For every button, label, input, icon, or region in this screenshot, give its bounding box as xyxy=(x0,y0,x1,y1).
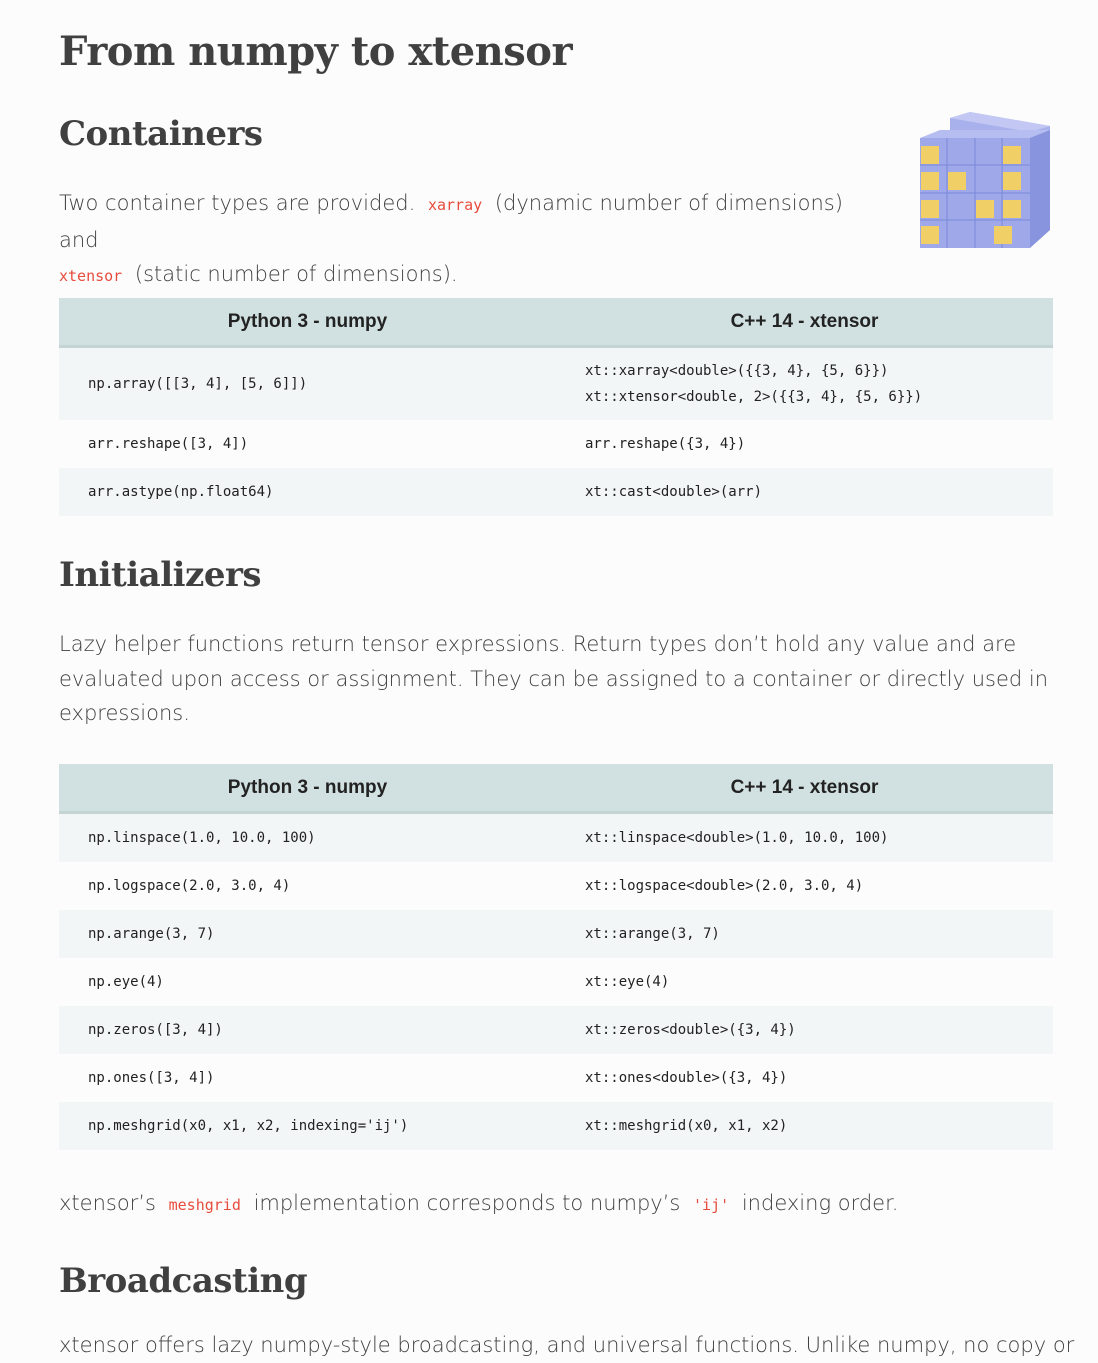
initializers-paragraph xyxy=(59,627,1053,731)
table-header-python: Python 3 - numpy xyxy=(59,298,556,347)
intro-text: (static number of dimensions). xyxy=(134,262,458,286)
xtensor-code: arr.reshape({3, 4}) xyxy=(556,420,1053,468)
paragraph-line: Lazy helper functions return tensor expressions. Return types don’t hold any value and are xyxy=(59,632,1017,656)
note-text: xtensor’s xyxy=(59,1191,156,1215)
xtensor-code: xt::xarray<double>({{3, 4}, {5, 6}}) xyxy=(585,363,889,379)
xarray-code: xarray xyxy=(427,196,483,214)
containers-intro xyxy=(59,186,879,294)
ij-code: 'ij' xyxy=(693,1196,730,1214)
numpy-code: np.zeros([3, 4]) xyxy=(59,1006,556,1054)
xtensor-code-cell xyxy=(556,347,1053,421)
table-row xyxy=(59,1006,1053,1054)
initializers-heading: Initializers xyxy=(59,555,262,595)
numpy-code: np.arange(3, 7) xyxy=(59,910,556,958)
numpy-code: np.eye(4) xyxy=(59,958,556,1006)
containers-table xyxy=(59,298,1053,516)
numpy-code: np.linspace(1.0, 10.0, 100) xyxy=(59,813,556,863)
table-row xyxy=(59,468,1053,516)
xtensor-code: xt::linspace<double>(1.0, 10.0, 100) xyxy=(556,813,1053,863)
containers-heading: Containers xyxy=(59,114,263,154)
table-header-python: Python 3 - numpy xyxy=(59,764,556,813)
meshgrid-code: meshgrid xyxy=(168,1196,241,1214)
note-text: indexing order. xyxy=(741,1191,899,1215)
numpy-code: np.meshgrid(x0, x1, x2, indexing='ij') xyxy=(59,1102,556,1150)
xtensor-code: xt::ones<double>({3, 4}) xyxy=(556,1054,1053,1102)
xtensor-code: xt::eye(4) xyxy=(556,958,1053,1006)
broadcasting-heading: Broadcasting xyxy=(59,1261,308,1301)
table-row xyxy=(59,420,1053,468)
table-header-cpp: C++ 14 - xtensor xyxy=(556,764,1053,813)
meshgrid-note xyxy=(59,1186,1053,1223)
xtensor-cube-logo-icon xyxy=(918,108,1056,258)
numpy-code: arr.reshape([3, 4]) xyxy=(59,420,556,468)
numpy-code: np.array([[3, 4], [5, 6]]) xyxy=(59,347,556,421)
xtensor-code: xtensor xyxy=(59,267,123,285)
note-text: implementation corresponds to numpy’s xyxy=(253,1191,681,1215)
xtensor-code: xt::meshgrid(x0, x1, x2) xyxy=(556,1102,1053,1150)
paragraph-line: evaluated upon access or assignment. They can be assigned to a container or directly used in xyxy=(59,666,1049,691)
broadcasting-paragraph: xtensor offers lazy numpy-style broadcasting, and universal functions. Unlike numpy, no copy or xyxy=(59,1333,1075,1357)
intro-text: Two container types are provided. xyxy=(59,191,416,215)
page-title: From numpy to xtensor xyxy=(59,28,573,75)
table-row xyxy=(59,1054,1053,1102)
xtensor-code: xt::xtensor<double, 2>({{3, 4}, {5, 6}}) xyxy=(585,389,923,405)
xtensor-code: xt::cast<double>(arr) xyxy=(556,468,1053,516)
numpy-code: np.logspace(2.0, 3.0, 4) xyxy=(59,862,556,910)
table-row xyxy=(59,813,1053,863)
xtensor-code: xt::arange(3, 7) xyxy=(556,910,1053,958)
table-row xyxy=(59,862,1053,910)
numpy-code: arr.astype(np.float64) xyxy=(59,468,556,516)
xtensor-code: xt::logspace<double>(2.0, 3.0, 4) xyxy=(556,862,1053,910)
table-header-cpp: C++ 14 - xtensor xyxy=(556,298,1053,347)
table-row xyxy=(59,910,1053,958)
numpy-code: np.ones([3, 4]) xyxy=(59,1054,556,1102)
initializers-table xyxy=(59,764,1053,1150)
paragraph-line: expressions. xyxy=(59,701,190,725)
table-row xyxy=(59,1102,1053,1150)
intro-text: (dynamic number of dimensions) and xyxy=(59,191,843,252)
xtensor-code: xt::zeros<double>({3, 4}) xyxy=(556,1006,1053,1054)
table-row xyxy=(59,347,1053,421)
table-row xyxy=(59,958,1053,1006)
